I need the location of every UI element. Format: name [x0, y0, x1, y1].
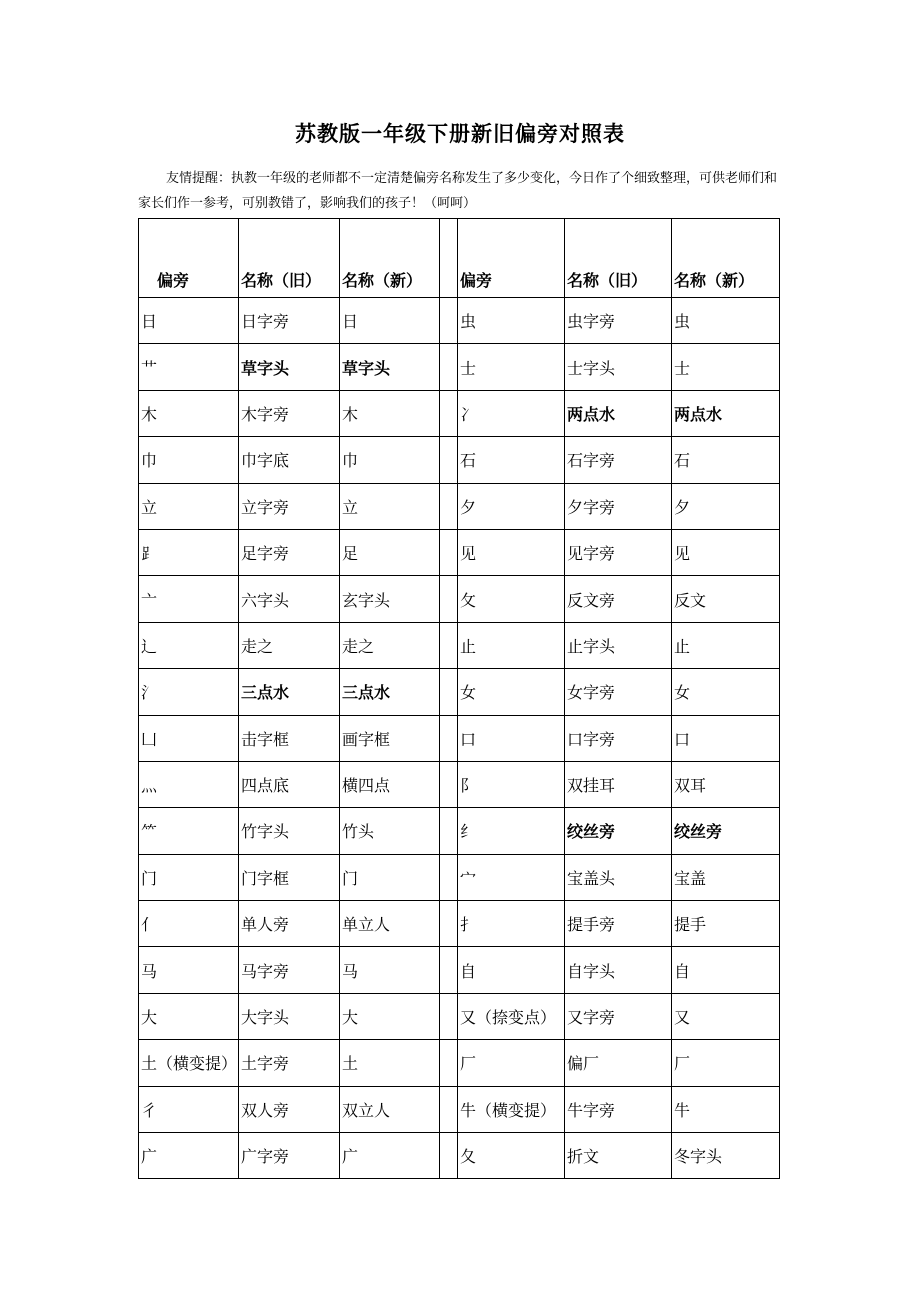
cell-old-name-right: 又字旁 [565, 993, 672, 1039]
cell-radical-right: 攵 [458, 576, 565, 622]
table-row [139, 715, 780, 761]
cell-radical-left: ⻊ [139, 529, 239, 575]
column-divider [440, 219, 458, 298]
cell-new-name-right: 女 [672, 669, 780, 715]
cell-new-name-left: 马 [340, 947, 440, 993]
radical-comparison-table [138, 218, 780, 1179]
cell-radical-right: 厂 [458, 1040, 565, 1086]
cell-old-name-right: 士字头 [565, 344, 672, 390]
column-divider [440, 1040, 458, 1086]
column-divider [440, 808, 458, 854]
cell-radical-left: 彳 [139, 1086, 239, 1132]
column-divider [440, 715, 458, 761]
cell-old-name-right: 女字旁 [565, 669, 672, 715]
cell-old-name-left: 马字旁 [239, 947, 340, 993]
table-row [139, 390, 780, 436]
cell-radical-left: 大 [139, 993, 239, 1039]
header-radical-right: 偏旁 [458, 219, 565, 298]
cell-radical-left: 日 [139, 298, 239, 344]
cell-new-name-left: 单立人 [340, 901, 440, 947]
cell-radical-right: 夕 [458, 483, 565, 529]
cell-old-name-left: 竹字头 [239, 808, 340, 854]
cell-new-name-left: 走之 [340, 622, 440, 668]
cell-radical-right: 纟 [458, 808, 565, 854]
table-row [139, 298, 780, 344]
cell-old-name-left: 大字头 [239, 993, 340, 1039]
cell-radical-left: 广 [139, 1133, 239, 1179]
header-old-name-left: 名称（旧） [239, 219, 340, 298]
cell-new-name-right: 士 [672, 344, 780, 390]
table-row [139, 993, 780, 1039]
cell-new-name-right: 双耳 [672, 761, 780, 807]
column-divider [440, 1133, 458, 1179]
table-row [139, 529, 780, 575]
table-row [139, 576, 780, 622]
cell-radical-right: 见 [458, 529, 565, 575]
cell-new-name-left: 画字框 [340, 715, 440, 761]
cell-new-name-right: 自 [672, 947, 780, 993]
cell-old-name-left: 广字旁 [239, 1133, 340, 1179]
cell-old-name-left: 走之 [239, 622, 340, 668]
table-row [139, 344, 780, 390]
column-divider [440, 483, 458, 529]
cell-radical-left: 木 [139, 390, 239, 436]
cell-radical-right: 女 [458, 669, 565, 715]
cell-old-name-left: 木字旁 [239, 390, 340, 436]
cell-old-name-right: 石字旁 [565, 437, 672, 483]
cell-new-name-left: 木 [340, 390, 440, 436]
intro-paragraph: 友情提醒：执教一年级的老师都不一定清楚偏旁名称发生了多少变化，今日作了个细致整理，可供老师们和家长们作一参考，可别教错了，影响我们的孩子！（呵呵） [138, 171, 778, 211]
column-divider [440, 576, 458, 622]
column-divider [440, 298, 458, 344]
column-divider [440, 669, 458, 715]
cell-new-name-left: 横四点 [340, 761, 440, 807]
header-radical-left: 偏旁 [139, 219, 239, 298]
cell-new-name-left: 双立人 [340, 1086, 440, 1132]
cell-old-name-left: 三点水 [239, 669, 340, 715]
cell-new-name-right: 冬字头 [672, 1133, 780, 1179]
table-row [139, 901, 780, 947]
cell-new-name-right: 虫 [672, 298, 780, 344]
cell-new-name-right: 见 [672, 529, 780, 575]
column-divider [440, 854, 458, 900]
cell-radical-right: 士 [458, 344, 565, 390]
table-row [139, 1086, 780, 1132]
column-divider [440, 761, 458, 807]
cell-radical-left: 辶 [139, 622, 239, 668]
cell-radical-left: 凵 [139, 715, 239, 761]
cell-radical-left: ⺮ [139, 808, 239, 854]
cell-radical-right: 宀 [458, 854, 565, 900]
cell-new-name-left: 立 [340, 483, 440, 529]
cell-radical-left: 门 [139, 854, 239, 900]
column-divider [440, 437, 458, 483]
cell-new-name-right: 绞丝旁 [672, 808, 780, 854]
cell-new-name-left: 玄字头 [340, 576, 440, 622]
cell-old-name-left: 击字框 [239, 715, 340, 761]
cell-new-name-left: 大 [340, 993, 440, 1039]
table-row [139, 761, 780, 807]
cell-old-name-right: 绞丝旁 [565, 808, 672, 854]
cell-old-name-right: 两点水 [565, 390, 672, 436]
cell-radical-right: 口 [458, 715, 565, 761]
cell-old-name-right: 夕字旁 [565, 483, 672, 529]
column-divider [440, 622, 458, 668]
cell-radical-right: 石 [458, 437, 565, 483]
cell-radical-left: 灬 [139, 761, 239, 807]
cell-old-name-left: 四点底 [239, 761, 340, 807]
cell-old-name-right: 反文旁 [565, 576, 672, 622]
column-divider [440, 993, 458, 1039]
cell-radical-right: 自 [458, 947, 565, 993]
cell-new-name-left: 门 [340, 854, 440, 900]
cell-old-name-left: 土字旁 [239, 1040, 340, 1086]
cell-radical-right: 又（捺变点） [458, 993, 565, 1039]
cell-radical-left: 氵 [139, 669, 239, 715]
cell-radical-left: 亠 [139, 576, 239, 622]
cell-old-name-right: 止字头 [565, 622, 672, 668]
cell-old-name-right: 提手旁 [565, 901, 672, 947]
cell-new-name-left: 三点水 [340, 669, 440, 715]
cell-new-name-right: 牛 [672, 1086, 780, 1132]
cell-new-name-right: 两点水 [672, 390, 780, 436]
cell-new-name-left: 草字头 [340, 344, 440, 390]
cell-radical-left: 艹 [139, 344, 239, 390]
cell-new-name-right: 反文 [672, 576, 780, 622]
cell-old-name-right: 自字头 [565, 947, 672, 993]
cell-old-name-left: 立字旁 [239, 483, 340, 529]
table-header-row [139, 219, 780, 298]
cell-old-name-right: 偏厂 [565, 1040, 672, 1086]
column-divider [440, 1086, 458, 1132]
cell-new-name-left: 日 [340, 298, 440, 344]
cell-old-name-left: 单人旁 [239, 901, 340, 947]
cell-old-name-right: 双挂耳 [565, 761, 672, 807]
cell-new-name-left: 广 [340, 1133, 440, 1179]
cell-radical-right: 夂 [458, 1133, 565, 1179]
cell-new-name-right: 厂 [672, 1040, 780, 1086]
cell-radical-left: 土（横变提） [139, 1040, 239, 1086]
cell-new-name-left: 巾 [340, 437, 440, 483]
document-title: 苏教版一年级下册新旧偏旁对照表 [295, 122, 625, 146]
cell-new-name-right: 宝盖 [672, 854, 780, 900]
cell-old-name-right: 宝盖头 [565, 854, 672, 900]
cell-radical-right: 冫 [458, 390, 565, 436]
cell-old-name-left: 六字头 [239, 576, 340, 622]
cell-new-name-right: 又 [672, 993, 780, 1039]
cell-radical-left: 马 [139, 947, 239, 993]
table-row [139, 483, 780, 529]
column-divider [440, 344, 458, 390]
cell-old-name-right: 口字旁 [565, 715, 672, 761]
cell-old-name-left: 双人旁 [239, 1086, 340, 1132]
column-divider [440, 529, 458, 575]
cell-radical-right: 牛（横变提） [458, 1086, 565, 1132]
cell-new-name-left: 竹头 [340, 808, 440, 854]
cell-radical-right: 虫 [458, 298, 565, 344]
cell-old-name-left: 草字头 [239, 344, 340, 390]
cell-new-name-right: 止 [672, 622, 780, 668]
cell-old-name-left: 日字旁 [239, 298, 340, 344]
cell-radical-right: 止 [458, 622, 565, 668]
cell-old-name-right: 折文 [565, 1133, 672, 1179]
cell-radical-left: 亻 [139, 901, 239, 947]
table-row [139, 854, 780, 900]
column-divider [440, 901, 458, 947]
cell-old-name-left: 门字框 [239, 854, 340, 900]
cell-new-name-right: 夕 [672, 483, 780, 529]
table-row [139, 622, 780, 668]
cell-old-name-right: 牛字旁 [565, 1086, 672, 1132]
cell-old-name-right: 见字旁 [565, 529, 672, 575]
cell-old-name-left: 巾字底 [239, 437, 340, 483]
header-new-name-left: 名称（新） [340, 219, 440, 298]
cell-radical-left: 立 [139, 483, 239, 529]
table-row [139, 1040, 780, 1086]
table-row [139, 437, 780, 483]
header-new-name-right: 名称（新） [672, 219, 780, 298]
header-old-name-right: 名称（旧） [565, 219, 672, 298]
cell-radical-right: 扌 [458, 901, 565, 947]
table-row [139, 947, 780, 993]
table-row [139, 1133, 780, 1179]
column-divider [440, 947, 458, 993]
cell-new-name-right: 提手 [672, 901, 780, 947]
cell-new-name-right: 口 [672, 715, 780, 761]
column-divider [440, 390, 458, 436]
cell-new-name-left: 土 [340, 1040, 440, 1086]
table-row [139, 808, 780, 854]
cell-new-name-left: 足 [340, 529, 440, 575]
cell-radical-left: 巾 [139, 437, 239, 483]
cell-old-name-right: 虫字旁 [565, 298, 672, 344]
cell-old-name-left: 足字旁 [239, 529, 340, 575]
table-row [139, 669, 780, 715]
cell-radical-right: 阝 [458, 761, 565, 807]
cell-new-name-right: 石 [672, 437, 780, 483]
